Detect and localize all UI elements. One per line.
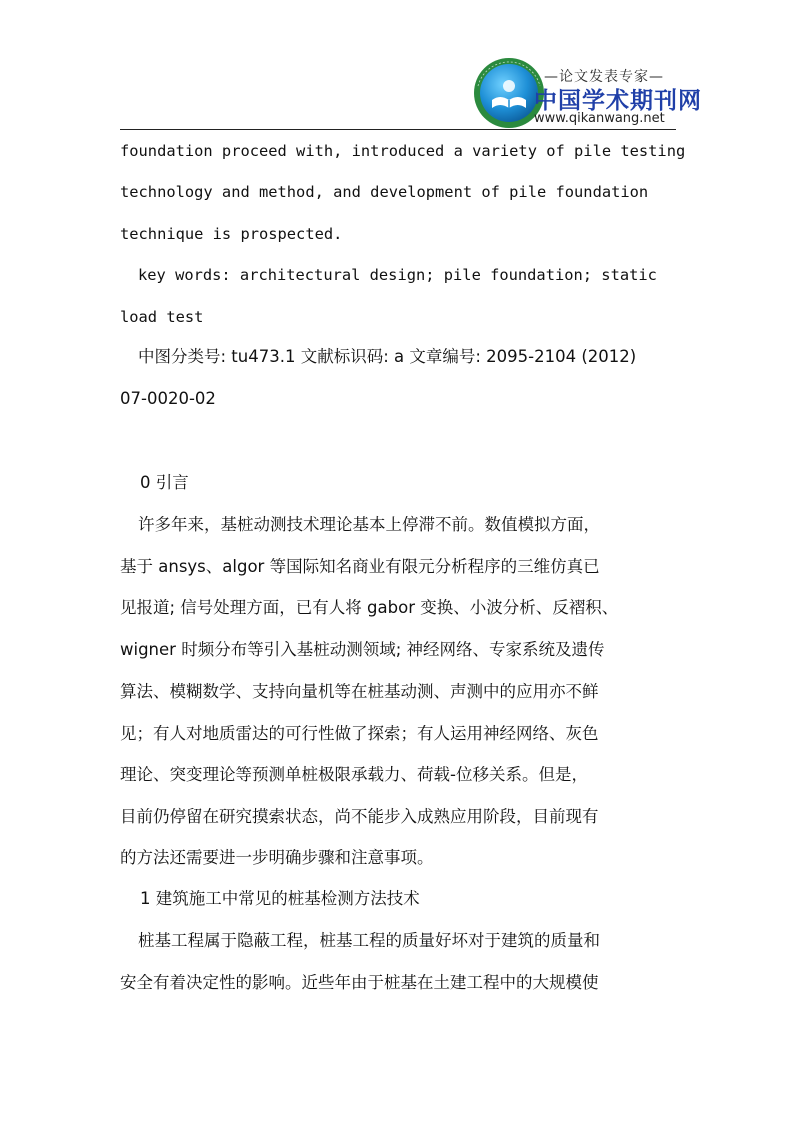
paragraph-line: 见；有人对地质雷达的可行性做了探索；有人运用神经网络、灰色 [120,724,599,743]
abstract-line: technique is prospected. [120,225,343,243]
page-header [120,52,702,130]
classification-line: 07-0020-02 [120,389,216,408]
abstract-line: technology and method, and development of pile foundation [120,183,649,201]
paragraph-line: 算法、模糊数学、支持向量机等在桩基动测、声测中的应用亦不鲜 [120,682,599,701]
paragraph-line: 基于 ansys、algor 等国际知名商业有限元分析程序的三维仿真已 [120,557,600,576]
keywords-line: load test [120,308,204,326]
section-heading: 0 引言 [140,473,189,492]
header-slogan: —论文发表专家— [544,69,664,85]
paragraph-line: 目前仍停留在研究摸索状态，尚不能步入成熟应用阶段，目前现有 [120,807,599,826]
classification-line: 中图分类号: tu473.1 文献标识码: a 文章编号: 2095-2104 (2012) [138,347,637,366]
paragraph-line: wigner 时频分布等引入基桩动测领域; 神经网络、专家系统及遗传 [120,640,605,659]
paragraph-line: 许多年来，基桩动测技术理论基本上停滞不前。数值模拟方面， [138,515,600,534]
paragraph-line: 安全有着决定性的影响。近些年由于桩基在土建工程中的大规模使 [120,973,599,992]
header-url: www.qikanwang.net [534,111,665,126]
paragraph-line: 理论、突变理论等预测单桩极限承载力、荷载-位移关系。但是， [120,765,588,784]
section-heading: 1 建筑施工中常见的桩基检测方法技术 [140,889,420,908]
paragraph-line: 的方法还需要进一步明确步骤和注意事项。 [120,848,434,867]
keywords-line: key words: architectural design; pile foundation; static [138,266,657,284]
paragraph-line: 桩基工程属于隐蔽工程，桩基工程的质量好坏对于建筑的质量和 [138,931,600,950]
header-divider [120,129,676,130]
header-brand: 中国学术期刊网 [534,88,702,114]
abstract-line: foundation proceed with, introduced a variety of pile testing [120,142,686,160]
paragraph-line: 见报道; 信号处理方面，已有人将 gabor 变换、小波分析、反褶积、 [120,598,619,617]
